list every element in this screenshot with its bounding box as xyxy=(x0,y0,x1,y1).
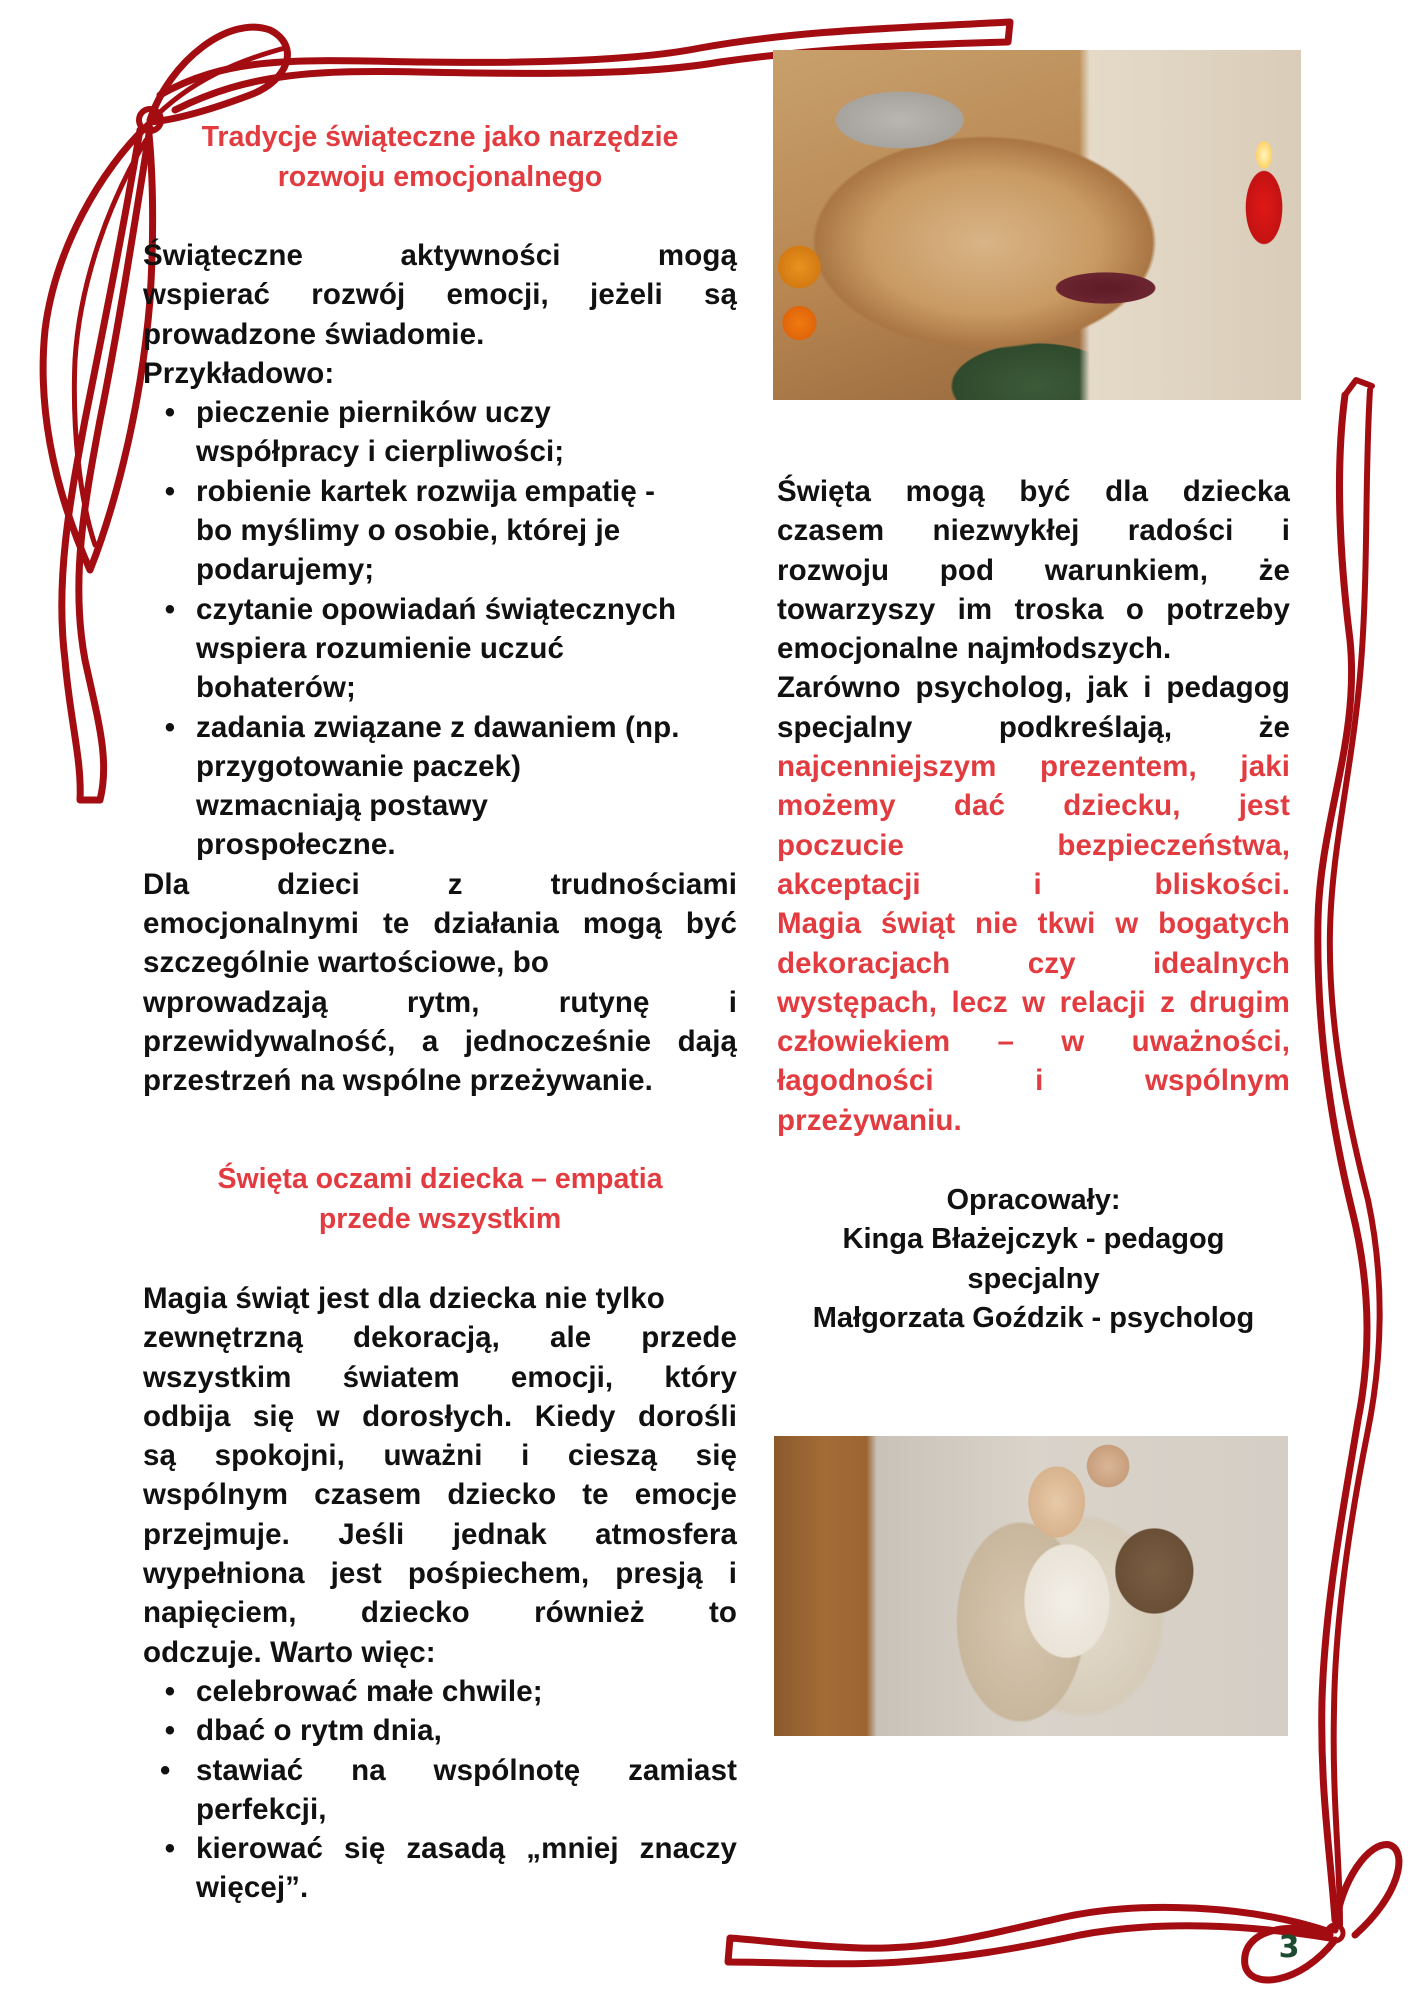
paragraph-line: Świąteczne aktywności mogą xyxy=(143,239,737,272)
highlight-line: akceptacji i bliskości. xyxy=(777,867,1290,901)
list-item xyxy=(143,1751,737,1830)
paragraph-line: przewidywalność, a jednocześnie dają xyxy=(143,1024,737,1058)
highlight-line: Magia świąt nie tkwi w bogatych xyxy=(777,907,1290,941)
bow-loop-upper xyxy=(150,27,287,122)
paragraph-line: wszystkim światem emocji, który xyxy=(143,1360,737,1394)
family-hug-photo xyxy=(774,1436,1288,1736)
author-line: Małgorzata Goździk - psycholog xyxy=(812,1301,1255,1334)
highlight-line: najcenniejszym prezentem, jaki xyxy=(777,750,1290,784)
list-item-text: stawiać na wspólnotę zamiast xyxy=(196,1753,737,1787)
paragraph-line: odczuje. Warto więc: xyxy=(143,1635,436,1669)
author-line: specjalny xyxy=(967,1262,1100,1295)
authors-label: Opracowały: xyxy=(946,1184,1121,1216)
list-item-text: celebrować małe chwile; xyxy=(196,1674,543,1708)
heading-line: Święta oczami dziecka – empatia xyxy=(217,1163,663,1195)
heading-line: rozwoju emocjonalnego xyxy=(277,160,603,193)
highlight-line: przeżywaniu. xyxy=(777,1103,962,1137)
list-item xyxy=(143,708,737,865)
right-ribbon-2 xyxy=(1330,390,1380,1925)
paragraph-line: czasem niezwykłej radości i xyxy=(777,514,1290,548)
highlight-line: łagodności i wspólnym xyxy=(777,1064,1290,1098)
paragraph-line: rozwoju pod warunkiem, że xyxy=(777,553,1290,587)
list-item-text: prospołeczne. xyxy=(196,828,396,862)
list-item-text: podarujemy; xyxy=(196,553,375,587)
highlight-line: dekoracjach czy idealnych xyxy=(777,946,1290,980)
bullet-icon: • xyxy=(164,396,176,430)
paragraph-line: towarzyszy im troska o potrzeby xyxy=(777,592,1290,626)
bullet-icon: • xyxy=(164,1674,176,1708)
bullet-icon: • xyxy=(164,474,176,508)
list-item-text: pieczenie pierników uczy xyxy=(196,396,551,430)
paragraph-line: wspólnym czasem dziecko te emocje xyxy=(143,1478,737,1512)
authors-block xyxy=(777,1181,1290,1338)
gingerbread-baking-photo xyxy=(773,50,1301,400)
list-item xyxy=(143,393,737,472)
list-item-text: współpracy i cierpliwości; xyxy=(196,435,565,469)
paragraph-line: przestrzeń na wspólne przeżywanie. xyxy=(143,1064,653,1098)
list-item xyxy=(143,472,737,590)
section1-text xyxy=(143,236,737,1101)
heading-line: przede wszystkim xyxy=(318,1202,562,1235)
bottom-bow-loop-right xyxy=(1335,1845,1399,1935)
paragraph-line: Święta mogą być dla dziecka xyxy=(777,475,1290,508)
paragraph-line: napięciem, dziecko również to xyxy=(143,1596,737,1630)
bullet-icon: • xyxy=(164,1714,176,1748)
paragraph-line: Dla dzieci z trudnościami xyxy=(143,867,737,901)
paragraph-line: zewnętrzną dekoracją, ale przede xyxy=(143,1321,737,1355)
list-item-text: czytanie opowiadań świątecznych xyxy=(196,592,677,626)
heading-line: Tradycje świąteczne jako narzędzie xyxy=(201,121,679,153)
bow-tail xyxy=(62,128,150,800)
left-column xyxy=(143,118,737,197)
list-item-text: wspiera rozumienie uczuć xyxy=(196,631,564,665)
bullet-icon: • xyxy=(164,592,176,626)
paragraph-line: wprowadzają rytm, rutynę i xyxy=(143,985,737,1019)
paragraph-line: Zarówno psycholog, jak i pedagog xyxy=(777,671,1290,705)
paragraph-line: Przykładowo: xyxy=(143,356,335,390)
paragraph-line: specjalny podkreślają, że xyxy=(777,710,1290,744)
list-item-text: zadania związane z dawaniem (np. xyxy=(196,710,680,744)
right-ribbon-end xyxy=(1345,380,1372,395)
list-item xyxy=(143,590,737,708)
paragraph-line: są spokojni, uważni i cieszą się xyxy=(143,1439,737,1473)
paragraph-line: odbija się w dorosłych. Kiedy dorośli xyxy=(143,1399,737,1433)
highlight-line: możemy dać dziecku, jest xyxy=(777,789,1290,823)
list-item xyxy=(143,1672,737,1711)
paragraph-line: prowadzone świadomie. xyxy=(143,317,485,351)
highlight-line: poczucie bezpieczeństwa, xyxy=(777,828,1290,862)
bullet-list-activities xyxy=(143,393,737,865)
list-item-text: robienie kartek rozwija empatię - xyxy=(196,474,656,508)
list-item-text: bohaterów; xyxy=(196,671,356,705)
list-item-text: wzmacniają postawy xyxy=(196,789,488,823)
bow-loop-upper-2 xyxy=(150,48,285,122)
section2-text xyxy=(143,1279,737,1908)
list-item xyxy=(143,1829,737,1908)
bullet-list-tips xyxy=(143,1672,737,1908)
paragraph-line: wspierać rozwój emocji, jeżeli są xyxy=(143,278,737,312)
list-item-text: perfekcji, xyxy=(196,1792,327,1826)
paragraph-line: szczególnie wartościowe, bo xyxy=(143,946,549,980)
list-item-text: kierować się zasadą „mniej znaczy xyxy=(196,1832,737,1866)
paragraph-line: wypełniona jest pośpiechem, presją i xyxy=(143,1557,737,1591)
paragraph-line: przejmuje. Jeśli jednak atmosfera xyxy=(143,1517,737,1551)
bullet-icon: • xyxy=(164,1832,176,1866)
paragraph-line: emocjonalnymi te działania mogą być xyxy=(143,907,737,941)
right-ribbon xyxy=(1318,395,1367,1920)
list-item-text: przygotowanie paczek) xyxy=(196,749,522,783)
paragraph-line: Magia świąt jest dla dziecka nie tylko xyxy=(143,1282,665,1315)
bullet-icon: • xyxy=(164,710,176,744)
list-item-text: bo myślimy o osobie, której je xyxy=(196,514,621,548)
highlight-line: człowiekiem – w uważności, xyxy=(777,1025,1290,1059)
right-column-text xyxy=(777,472,1290,1140)
bow-loop-left xyxy=(43,125,153,570)
section-heading-traditions xyxy=(143,118,737,197)
bottom-bow-knot xyxy=(1327,1925,1343,1941)
list-item-text: więcej”. xyxy=(196,1871,309,1905)
list-item xyxy=(143,1711,737,1750)
list-item-text: dbać o rytm dnia, xyxy=(196,1714,442,1748)
page-number: 3 xyxy=(1278,1930,1300,1965)
paragraph-line: emocjonalne najmłodszych. xyxy=(777,632,1172,666)
bullet-icon: • xyxy=(160,1753,171,1787)
bottom-ribbon xyxy=(728,1907,1330,1963)
section-heading-child-eyes xyxy=(143,1160,737,1239)
bow-loop-left-inner xyxy=(74,140,146,545)
author-line: Kinga Błażejczyk - pedagog xyxy=(842,1223,1225,1256)
highlight-line: występach, lecz w relacji z drugim xyxy=(777,985,1290,1019)
